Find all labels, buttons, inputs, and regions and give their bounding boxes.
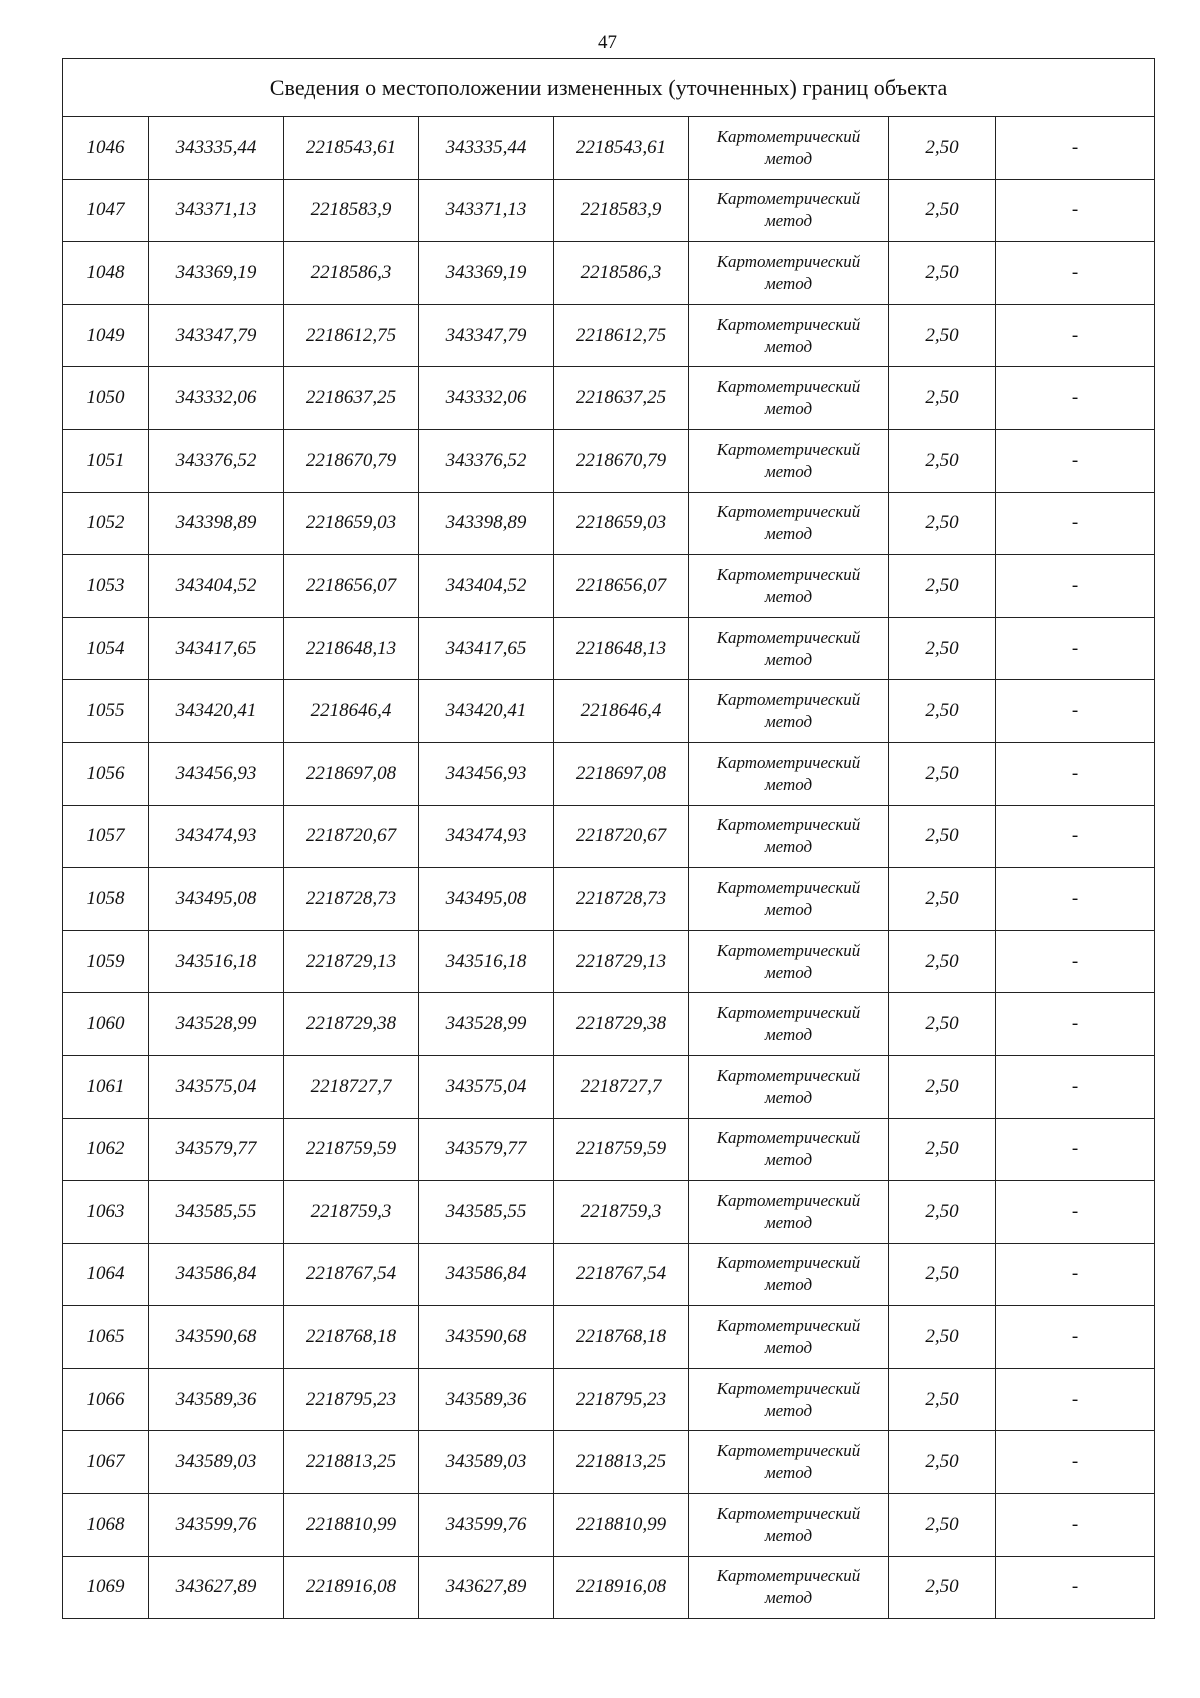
table-caption: Сведения о местоположении измененных (уточненных) границ объекта bbox=[63, 59, 1155, 117]
accuracy-cell: 2,50 bbox=[889, 1368, 996, 1431]
refined-x-cell: 343585,55 bbox=[419, 1181, 554, 1244]
method-line-1: Картометрический bbox=[716, 377, 861, 397]
refined-y-cell: 2218916,08 bbox=[554, 1556, 689, 1619]
accuracy-cell: 2,50 bbox=[889, 304, 996, 367]
existing-x-cell: 343599,76 bbox=[149, 1494, 284, 1557]
note-cell: - bbox=[996, 1306, 1155, 1369]
method-line-1: Картометрический bbox=[716, 314, 861, 334]
existing-x-cell: 343456,93 bbox=[149, 742, 284, 805]
refined-x-cell: 343376,52 bbox=[419, 429, 554, 492]
existing-x-cell: 343417,65 bbox=[149, 617, 284, 680]
accuracy-cell: 2,50 bbox=[889, 367, 996, 430]
accuracy-cell: 2,50 bbox=[889, 1181, 996, 1244]
method-line-2: метод bbox=[764, 1588, 813, 1608]
refined-y-cell: 2218720,67 bbox=[554, 805, 689, 868]
note-cell: - bbox=[996, 429, 1155, 492]
existing-x-cell: 343575,04 bbox=[149, 1055, 284, 1118]
point-number-cell: 1050 bbox=[63, 367, 149, 430]
accuracy-cell: 2,50 bbox=[889, 179, 996, 242]
note-cell: - bbox=[996, 930, 1155, 993]
method-line-2: метод bbox=[764, 649, 813, 669]
existing-y-cell: 2218729,13 bbox=[284, 930, 419, 993]
refined-y-cell: 2218697,08 bbox=[554, 742, 689, 805]
note-cell: - bbox=[996, 1494, 1155, 1557]
accuracy-cell: 2,50 bbox=[889, 1431, 996, 1494]
note-cell: - bbox=[996, 1431, 1155, 1494]
refined-y-cell: 2218729,38 bbox=[554, 993, 689, 1056]
refined-x-cell: 343516,18 bbox=[419, 930, 554, 993]
note-cell: - bbox=[996, 868, 1155, 931]
point-number-cell: 1047 bbox=[63, 179, 149, 242]
point-number-cell: 1062 bbox=[63, 1118, 149, 1181]
table-row bbox=[63, 117, 1155, 180]
refined-y-cell: 2218637,25 bbox=[554, 367, 689, 430]
refined-x-cell: 343579,77 bbox=[419, 1118, 554, 1181]
refined-y-cell: 2218813,25 bbox=[554, 1431, 689, 1494]
refined-y-cell: 2218646,4 bbox=[554, 680, 689, 743]
method-line-2: метод bbox=[764, 148, 813, 168]
existing-x-cell: 343404,52 bbox=[149, 555, 284, 618]
existing-y-cell: 2218767,54 bbox=[284, 1243, 419, 1306]
table-row bbox=[63, 805, 1155, 868]
method-line-2: метод bbox=[764, 1025, 813, 1045]
table-row bbox=[63, 1494, 1155, 1557]
table-row bbox=[63, 1306, 1155, 1369]
point-number-cell: 1069 bbox=[63, 1556, 149, 1619]
refined-y-cell: 2218729,13 bbox=[554, 930, 689, 993]
existing-y-cell: 2218759,3 bbox=[284, 1181, 419, 1244]
point-number-cell: 1068 bbox=[63, 1494, 149, 1557]
method-line-1: Картометрический bbox=[716, 627, 861, 647]
point-number-cell: 1057 bbox=[63, 805, 149, 868]
existing-x-cell: 343585,55 bbox=[149, 1181, 284, 1244]
existing-y-cell: 2218759,59 bbox=[284, 1118, 419, 1181]
refined-x-cell: 343474,93 bbox=[419, 805, 554, 868]
refined-y-cell: 2218648,13 bbox=[554, 617, 689, 680]
method-line-2: метод bbox=[764, 336, 813, 356]
point-number-cell: 1053 bbox=[63, 555, 149, 618]
point-number-cell: 1059 bbox=[63, 930, 149, 993]
method-line-1: Картометрический bbox=[716, 752, 861, 772]
method-line-2: метод bbox=[764, 1400, 813, 1420]
method-line-1: Картометрический bbox=[716, 251, 861, 271]
existing-x-cell: 343579,77 bbox=[149, 1118, 284, 1181]
accuracy-cell: 2,50 bbox=[889, 742, 996, 805]
accuracy-cell: 2,50 bbox=[889, 930, 996, 993]
refined-y-cell: 2218583,9 bbox=[554, 179, 689, 242]
method-line-1: Картометрический bbox=[716, 564, 861, 584]
existing-y-cell: 2218727,7 bbox=[284, 1055, 419, 1118]
point-number-cell: 1048 bbox=[63, 242, 149, 305]
method-cell bbox=[689, 1243, 889, 1306]
refined-x-cell: 343575,04 bbox=[419, 1055, 554, 1118]
refined-x-cell: 343456,93 bbox=[419, 742, 554, 805]
existing-x-cell: 343335,44 bbox=[149, 117, 284, 180]
existing-y-cell: 2218659,03 bbox=[284, 492, 419, 555]
point-number-cell: 1067 bbox=[63, 1431, 149, 1494]
accuracy-cell: 2,50 bbox=[889, 1118, 996, 1181]
method-cell bbox=[689, 868, 889, 931]
refined-x-cell: 343627,89 bbox=[419, 1556, 554, 1619]
existing-x-cell: 343474,93 bbox=[149, 805, 284, 868]
note-cell: - bbox=[996, 1243, 1155, 1306]
existing-y-cell: 2218795,23 bbox=[284, 1368, 419, 1431]
refined-x-cell: 343586,84 bbox=[419, 1243, 554, 1306]
point-number-cell: 1056 bbox=[63, 742, 149, 805]
method-line-2: метод bbox=[764, 1525, 813, 1545]
note-cell: - bbox=[996, 1118, 1155, 1181]
method-line-1: Картометрический bbox=[716, 940, 861, 960]
existing-x-cell: 343627,89 bbox=[149, 1556, 284, 1619]
note-cell: - bbox=[996, 555, 1155, 618]
table-row bbox=[63, 680, 1155, 743]
method-cell bbox=[689, 179, 889, 242]
method-cell bbox=[689, 1368, 889, 1431]
refined-y-cell: 2218759,3 bbox=[554, 1181, 689, 1244]
note-cell: - bbox=[996, 1556, 1155, 1619]
table-row bbox=[63, 367, 1155, 430]
accuracy-cell: 2,50 bbox=[889, 429, 996, 492]
method-line-1: Картометрический bbox=[716, 1316, 861, 1336]
method-cell bbox=[689, 1055, 889, 1118]
accuracy-cell: 2,50 bbox=[889, 1556, 996, 1619]
method-line-1: Картометрический bbox=[716, 1003, 861, 1023]
table-row bbox=[63, 555, 1155, 618]
table-row bbox=[63, 930, 1155, 993]
method-cell bbox=[689, 555, 889, 618]
refined-x-cell: 343332,06 bbox=[419, 367, 554, 430]
method-cell bbox=[689, 617, 889, 680]
refined-y-cell: 2218656,07 bbox=[554, 555, 689, 618]
accuracy-cell: 2,50 bbox=[889, 868, 996, 931]
method-cell bbox=[689, 1556, 889, 1619]
table-row bbox=[63, 304, 1155, 367]
existing-y-cell: 2218768,18 bbox=[284, 1306, 419, 1369]
table-row bbox=[63, 1118, 1155, 1181]
accuracy-cell: 2,50 bbox=[889, 805, 996, 868]
existing-y-cell: 2218586,3 bbox=[284, 242, 419, 305]
refined-y-cell: 2218810,99 bbox=[554, 1494, 689, 1557]
point-number-cell: 1066 bbox=[63, 1368, 149, 1431]
refined-x-cell: 343369,19 bbox=[419, 242, 554, 305]
refined-x-cell: 343347,79 bbox=[419, 304, 554, 367]
boundary-table-container bbox=[62, 58, 1154, 1619]
method-line-2: метод bbox=[764, 273, 813, 293]
method-cell bbox=[689, 680, 889, 743]
existing-x-cell: 343371,13 bbox=[149, 179, 284, 242]
method-line-2: метод bbox=[764, 1338, 813, 1358]
point-number-cell: 1064 bbox=[63, 1243, 149, 1306]
point-number-cell: 1054 bbox=[63, 617, 149, 680]
note-cell: - bbox=[996, 742, 1155, 805]
refined-x-cell: 343335,44 bbox=[419, 117, 554, 180]
note-cell: - bbox=[996, 1181, 1155, 1244]
method-line-1: Картометрический bbox=[716, 1190, 861, 1210]
refined-x-cell: 343599,76 bbox=[419, 1494, 554, 1557]
refined-y-cell: 2218795,23 bbox=[554, 1368, 689, 1431]
accuracy-cell: 2,50 bbox=[889, 117, 996, 180]
existing-y-cell: 2218612,75 bbox=[284, 304, 419, 367]
refined-y-cell: 2218768,18 bbox=[554, 1306, 689, 1369]
method-cell bbox=[689, 993, 889, 1056]
table-row bbox=[63, 1556, 1155, 1619]
existing-y-cell: 2218583,9 bbox=[284, 179, 419, 242]
method-cell bbox=[689, 1306, 889, 1369]
method-cell bbox=[689, 930, 889, 993]
accuracy-cell: 2,50 bbox=[889, 1306, 996, 1369]
refined-y-cell: 2218586,3 bbox=[554, 242, 689, 305]
method-cell bbox=[689, 429, 889, 492]
accuracy-cell: 2,50 bbox=[889, 993, 996, 1056]
method-line-1: Картометрический bbox=[716, 502, 861, 522]
existing-x-cell: 343589,03 bbox=[149, 1431, 284, 1494]
method-cell bbox=[689, 492, 889, 555]
method-line-2: метод bbox=[764, 211, 813, 231]
refined-y-cell: 2218727,7 bbox=[554, 1055, 689, 1118]
note-cell: - bbox=[996, 617, 1155, 680]
method-line-1: Картометрический bbox=[716, 1441, 861, 1461]
method-cell bbox=[689, 1431, 889, 1494]
refined-y-cell: 2218659,03 bbox=[554, 492, 689, 555]
table-row bbox=[63, 242, 1155, 305]
method-line-1: Картометрический bbox=[716, 189, 861, 209]
note-cell: - bbox=[996, 117, 1155, 180]
method-line-2: метод bbox=[764, 461, 813, 481]
refined-y-cell: 2218728,73 bbox=[554, 868, 689, 931]
accuracy-cell: 2,50 bbox=[889, 1055, 996, 1118]
existing-x-cell: 343590,68 bbox=[149, 1306, 284, 1369]
refined-x-cell: 343590,68 bbox=[419, 1306, 554, 1369]
refined-x-cell: 343371,13 bbox=[419, 179, 554, 242]
existing-x-cell: 343586,84 bbox=[149, 1243, 284, 1306]
accuracy-cell: 2,50 bbox=[889, 555, 996, 618]
existing-x-cell: 343398,89 bbox=[149, 492, 284, 555]
method-line-2: метод bbox=[764, 1212, 813, 1232]
note-cell: - bbox=[996, 993, 1155, 1056]
existing-y-cell: 2218646,4 bbox=[284, 680, 419, 743]
existing-x-cell: 343369,19 bbox=[149, 242, 284, 305]
method-line-2: метод bbox=[764, 837, 813, 857]
refined-x-cell: 343420,41 bbox=[419, 680, 554, 743]
refined-x-cell: 343528,99 bbox=[419, 993, 554, 1056]
method-line-2: метод bbox=[764, 524, 813, 544]
point-number-cell: 1065 bbox=[63, 1306, 149, 1369]
method-line-2: метод bbox=[764, 712, 813, 732]
existing-y-cell: 2218637,25 bbox=[284, 367, 419, 430]
note-cell: - bbox=[996, 492, 1155, 555]
method-cell bbox=[689, 1494, 889, 1557]
refined-x-cell: 343404,52 bbox=[419, 555, 554, 618]
table-row bbox=[63, 993, 1155, 1056]
point-number-cell: 1058 bbox=[63, 868, 149, 931]
existing-x-cell: 343495,08 bbox=[149, 868, 284, 931]
accuracy-cell: 2,50 bbox=[889, 1243, 996, 1306]
existing-y-cell: 2218810,99 bbox=[284, 1494, 419, 1557]
method-cell bbox=[689, 1118, 889, 1181]
method-line-1: Картометрический bbox=[716, 1128, 861, 1148]
existing-y-cell: 2218543,61 bbox=[284, 117, 419, 180]
note-cell: - bbox=[996, 1368, 1155, 1431]
table-row bbox=[63, 492, 1155, 555]
existing-x-cell: 343589,36 bbox=[149, 1368, 284, 1431]
method-cell bbox=[689, 117, 889, 180]
point-number-cell: 1061 bbox=[63, 1055, 149, 1118]
method-cell bbox=[689, 367, 889, 430]
method-cell bbox=[689, 242, 889, 305]
method-cell bbox=[689, 1181, 889, 1244]
point-number-cell: 1055 bbox=[63, 680, 149, 743]
existing-y-cell: 2218916,08 bbox=[284, 1556, 419, 1619]
existing-x-cell: 343516,18 bbox=[149, 930, 284, 993]
accuracy-cell: 2,50 bbox=[889, 242, 996, 305]
existing-x-cell: 343332,06 bbox=[149, 367, 284, 430]
existing-y-cell: 2218729,38 bbox=[284, 993, 419, 1056]
method-line-1: Картометрический bbox=[716, 1253, 861, 1273]
boundary-coordinates-table bbox=[62, 58, 1155, 1619]
refined-y-cell: 2218670,79 bbox=[554, 429, 689, 492]
refined-x-cell: 343398,89 bbox=[419, 492, 554, 555]
refined-x-cell: 343495,08 bbox=[419, 868, 554, 931]
method-line-1: Картометрический bbox=[716, 126, 861, 146]
table-body bbox=[63, 117, 1155, 1619]
refined-x-cell: 343589,03 bbox=[419, 1431, 554, 1494]
refined-y-cell: 2218612,75 bbox=[554, 304, 689, 367]
method-line-2: метод bbox=[764, 1087, 813, 1107]
table-row bbox=[63, 742, 1155, 805]
table-row bbox=[63, 1368, 1155, 1431]
table-row bbox=[63, 1181, 1155, 1244]
accuracy-cell: 2,50 bbox=[889, 492, 996, 555]
point-number-cell: 1052 bbox=[63, 492, 149, 555]
table-row bbox=[63, 1055, 1155, 1118]
existing-y-cell: 2218648,13 bbox=[284, 617, 419, 680]
method-line-2: метод bbox=[764, 1275, 813, 1295]
method-line-2: метод bbox=[764, 774, 813, 794]
existing-x-cell: 343528,99 bbox=[149, 993, 284, 1056]
method-line-2: метод bbox=[764, 962, 813, 982]
note-cell: - bbox=[996, 367, 1155, 430]
table-row bbox=[63, 1431, 1155, 1494]
note-cell: - bbox=[996, 304, 1155, 367]
existing-y-cell: 2218656,07 bbox=[284, 555, 419, 618]
method-line-1: Картометрический bbox=[716, 1065, 861, 1085]
accuracy-cell: 2,50 bbox=[889, 1494, 996, 1557]
refined-y-cell: 2218767,54 bbox=[554, 1243, 689, 1306]
method-line-1: Картометрический bbox=[716, 1378, 861, 1398]
method-line-2: метод bbox=[764, 1150, 813, 1170]
method-line-2: метод bbox=[764, 899, 813, 919]
existing-x-cell: 343376,52 bbox=[149, 429, 284, 492]
point-number-cell: 1060 bbox=[63, 993, 149, 1056]
refined-y-cell: 2218543,61 bbox=[554, 117, 689, 180]
refined-y-cell: 2218759,59 bbox=[554, 1118, 689, 1181]
accuracy-cell: 2,50 bbox=[889, 617, 996, 680]
table-row bbox=[63, 179, 1155, 242]
existing-x-cell: 343347,79 bbox=[149, 304, 284, 367]
note-cell: - bbox=[996, 805, 1155, 868]
existing-y-cell: 2218813,25 bbox=[284, 1431, 419, 1494]
existing-x-cell: 343420,41 bbox=[149, 680, 284, 743]
point-number-cell: 1051 bbox=[63, 429, 149, 492]
refined-x-cell: 343589,36 bbox=[419, 1368, 554, 1431]
page-number: 47 bbox=[598, 32, 617, 53]
method-line-1: Картометрический bbox=[716, 1566, 861, 1586]
method-line-1: Картометрический bbox=[716, 690, 861, 710]
existing-y-cell: 2218728,73 bbox=[284, 868, 419, 931]
table-row bbox=[63, 1243, 1155, 1306]
method-line-1: Картометрический bbox=[716, 1503, 861, 1523]
table-row bbox=[63, 429, 1155, 492]
existing-y-cell: 2218720,67 bbox=[284, 805, 419, 868]
note-cell: - bbox=[996, 1055, 1155, 1118]
note-cell: - bbox=[996, 179, 1155, 242]
refined-x-cell: 343417,65 bbox=[419, 617, 554, 680]
point-number-cell: 1063 bbox=[63, 1181, 149, 1244]
note-cell: - bbox=[996, 680, 1155, 743]
existing-y-cell: 2218670,79 bbox=[284, 429, 419, 492]
point-number-cell: 1049 bbox=[63, 304, 149, 367]
accuracy-cell: 2,50 bbox=[889, 680, 996, 743]
note-cell: - bbox=[996, 242, 1155, 305]
table-row bbox=[63, 868, 1155, 931]
method-cell bbox=[689, 805, 889, 868]
method-line-2: метод bbox=[764, 399, 813, 419]
method-cell bbox=[689, 304, 889, 367]
method-line-1: Картометрический bbox=[716, 815, 861, 835]
point-number-cell: 1046 bbox=[63, 117, 149, 180]
existing-y-cell: 2218697,08 bbox=[284, 742, 419, 805]
table-row bbox=[63, 617, 1155, 680]
method-line-1: Картометрический bbox=[716, 877, 861, 897]
method-line-1: Картометрический bbox=[716, 439, 861, 459]
method-line-2: метод bbox=[764, 1463, 813, 1483]
method-line-2: метод bbox=[764, 586, 813, 606]
method-cell bbox=[689, 742, 889, 805]
